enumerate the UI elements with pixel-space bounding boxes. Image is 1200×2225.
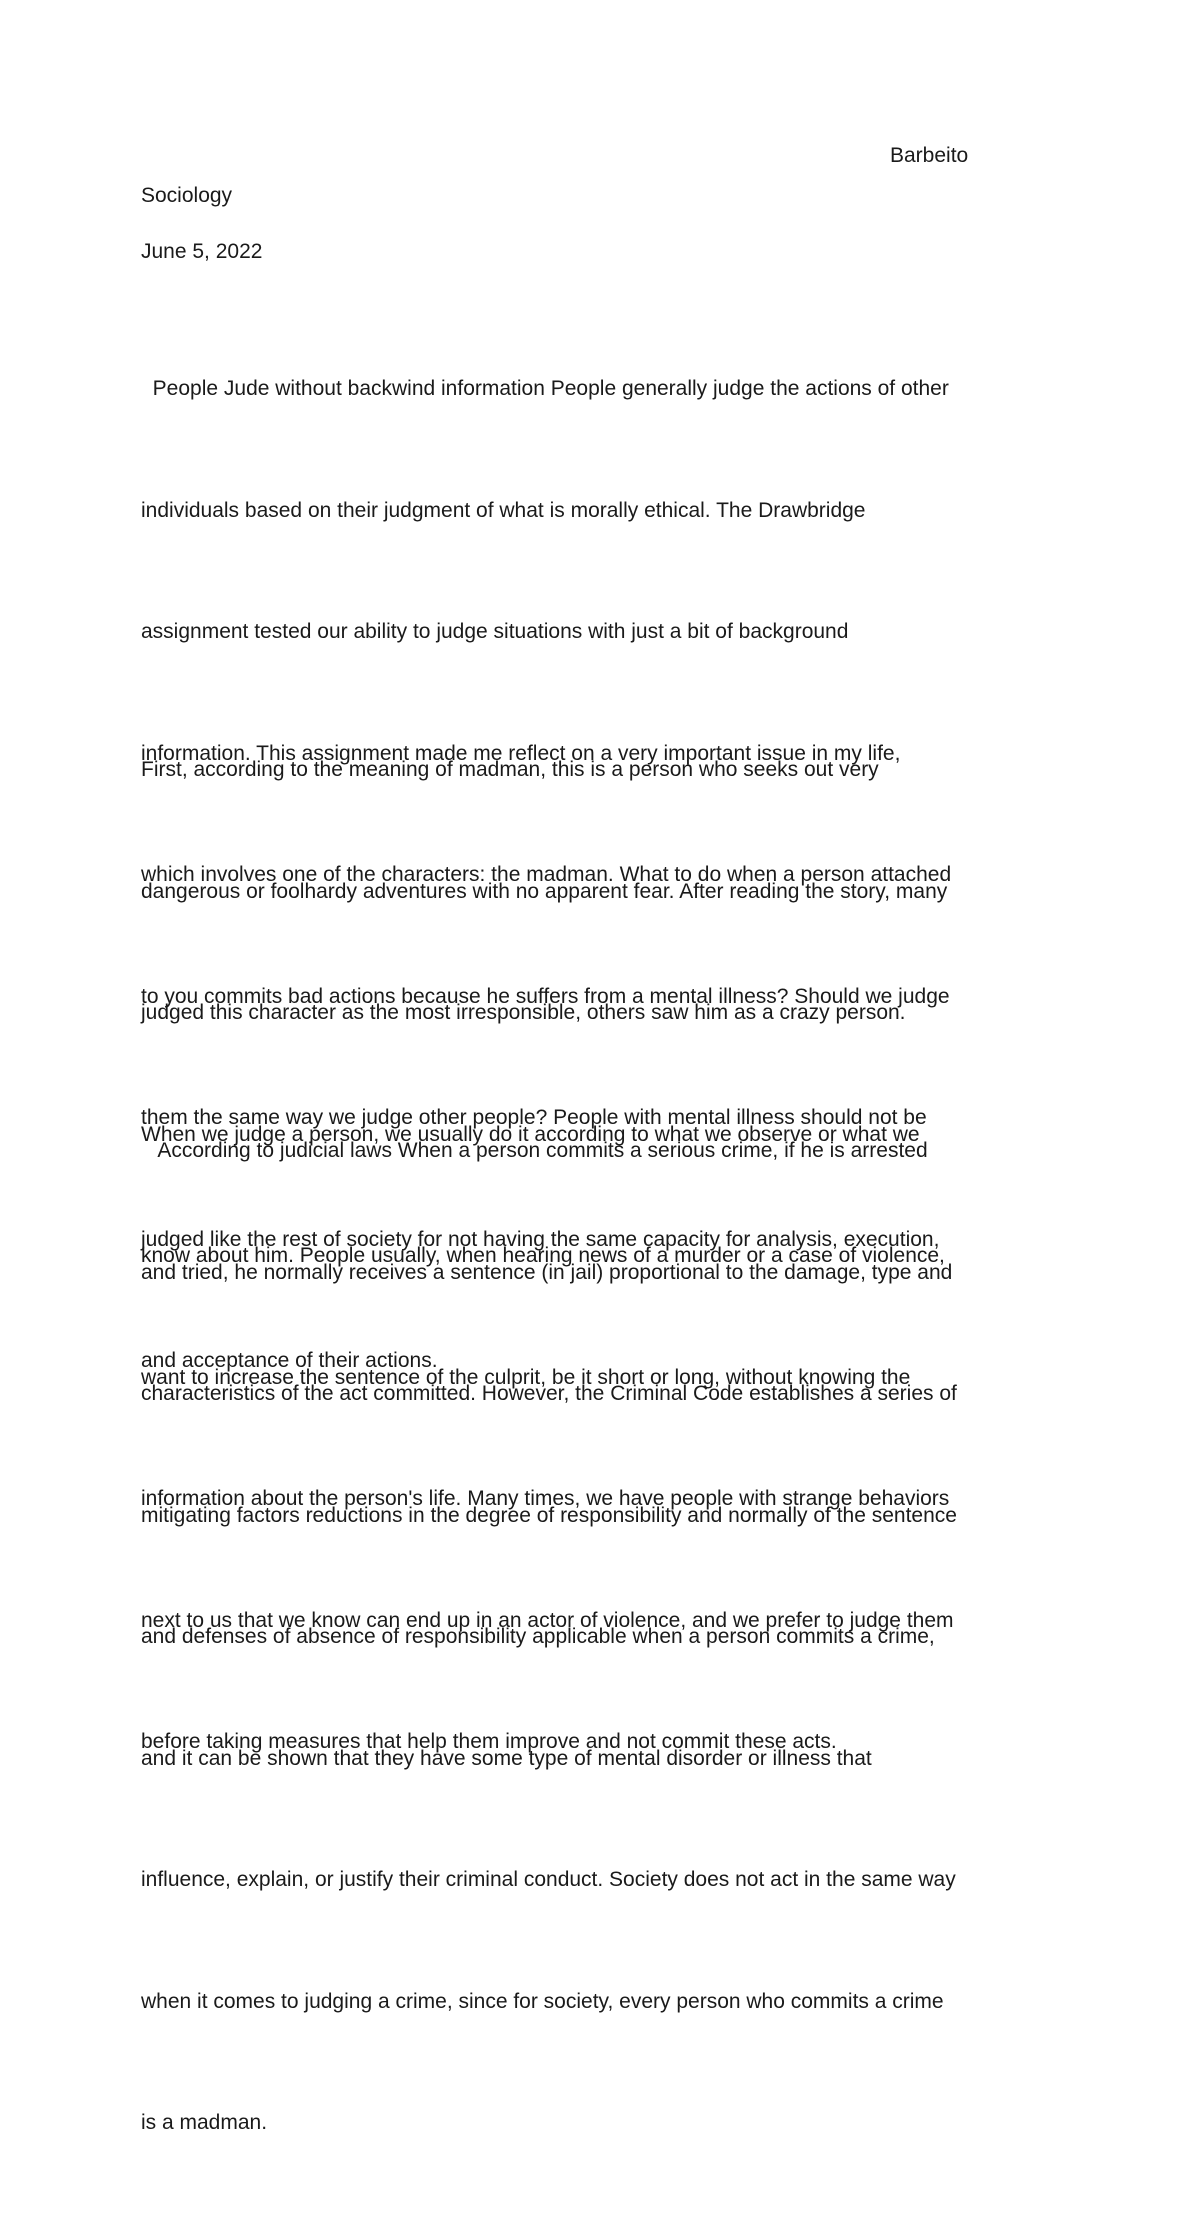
paragraph-line: which involves one of the characters: the madman. What to do when a person attached	[141, 863, 952, 886]
paragraph-line: them the same way we judge other people? People with mental illness should not be	[141, 1106, 927, 1129]
paragraph-line: assignment tested our ability to judge situations with just a bit of background	[141, 620, 849, 643]
paragraph-line: According to judicial laws When a person commits a serious crime, if he is arrested	[141, 1139, 928, 1162]
paragraph-line: People Jude without backwind information People generally judge the actions of other	[141, 377, 949, 400]
paragraph-line: before taking measures that help them improve and not commit these acts.	[141, 1730, 837, 1753]
paragraph-line: when it comes to judging a crime, since for society, every person who commits a crime	[141, 1989, 944, 2013]
paragraph-line: want to increase the sentence of the culprit, be it short or long, without knowing the	[141, 1365, 911, 1389]
paragraph-line: and tried, he normally receives a sentence (in jail) proportional to the damage, type and	[141, 1260, 953, 1284]
document-date: June 5, 2022	[141, 240, 263, 263]
paragraph-line: When we judge a person, we usually do it according to what we observe or what we	[141, 1122, 920, 1146]
paragraph-line: know about him. People usually, when hearing news of a murder or a case of violence,	[141, 1244, 945, 1267]
paragraph-line: characteristics of the act committed. However, the Criminal Code establishes a series of	[141, 1382, 957, 1405]
paragraph-line: to you commits bad actions because he suffers from a mental illness? Should we judge	[141, 984, 950, 1008]
paragraph-line: information about the person's life. Many times, we have people with strange behaviors	[141, 1487, 950, 1510]
paragraph-line: influence, explain, or justify their criminal conduct. Society does not act in the same way	[141, 1868, 956, 1891]
paragraph-line: and defenses of absence of responsibility applicable when a person commits a crime,	[141, 1625, 935, 1648]
paragraph-line: First, according to the meaning of madman, this is a person who seeks out very	[141, 758, 879, 781]
paragraph-line: is a madman.	[141, 2111, 268, 2134]
paragraph-line: judged like the rest of society for not having the same capacity for analysis, execution,	[141, 1227, 940, 1251]
paragraph-line: mitigating factors reductions in the degree of responsibility and normally of the sentence	[141, 1503, 957, 1527]
course-name: Sociology	[141, 184, 233, 207]
author-name: Barbeito	[890, 144, 969, 167]
paragraph-line: dangerous or foolhardy adventures with no apparent fear. After reading the story, many	[141, 879, 948, 903]
paragraph-line: judged this character as the most irresponsible, others saw him as a crazy person.	[141, 1001, 906, 1024]
paragraph-3	[141, 1050, 1071, 2225]
paragraph-line: and acceptance of their actions.	[141, 1349, 438, 1372]
paragraph-line: individuals based on their judgment of what is morally ethical. The Drawbridge	[141, 498, 866, 522]
paragraph-line: and it can be shown that they have some type of mental disorder or illness that	[141, 1746, 872, 1770]
paragraph-line: next to us that we know can end up in an actor of violence, and we prefer to judge them	[141, 1608, 954, 1632]
paragraph-line: information. This assignment made me reflect on a very important issue in my life,	[141, 741, 901, 765]
